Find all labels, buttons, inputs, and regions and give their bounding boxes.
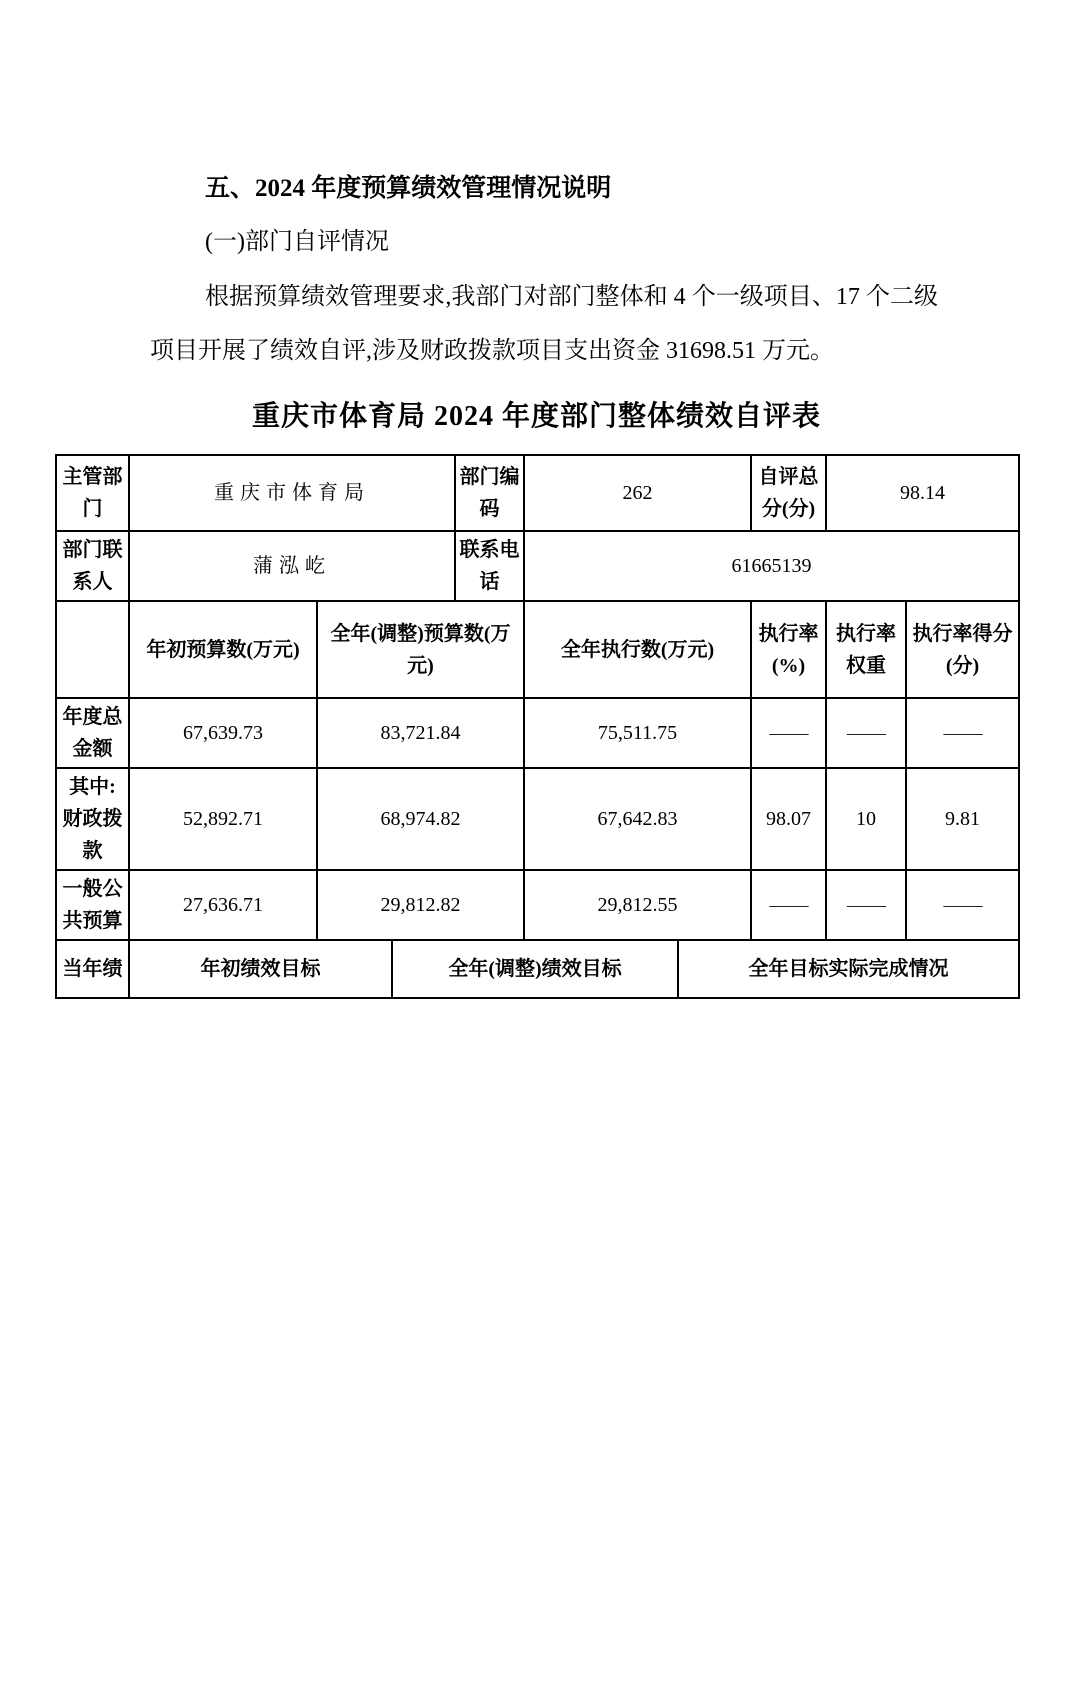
- intro-paragraph: 根据预算绩效管理要求,我部门对部门整体和 4 个一级项目、17 个二级项目开展了绩效自评,涉及财政拨款项目支出资金 31698.51 万元。: [150, 284, 938, 365]
- fiscal-executed: 67,642.83: [524, 768, 751, 870]
- goal-completion: 全年目标实际完成情况: [678, 940, 1019, 998]
- row-label-fiscal-allocation: 其中:财政拨款: [56, 768, 129, 870]
- header-initial-budget: 年初预算数(万元): [129, 601, 317, 698]
- table-row-general-public-budget: [56, 870, 1019, 940]
- general-score: ——: [906, 870, 1019, 940]
- performance-self-evaluation-table: [55, 454, 1020, 999]
- supervisor-dept-value: 重庆市体育局: [129, 455, 455, 531]
- dept-code-value: 262: [524, 455, 751, 531]
- section-heading: 五、2024 年度预算绩效管理情况说明: [205, 175, 612, 202]
- table-row: [56, 531, 1019, 601]
- header-execution-rate: 执行率(%): [751, 601, 826, 698]
- fiscal-adjusted: 68,974.82: [317, 768, 524, 870]
- annual-total-executed: 75,511.75: [524, 698, 751, 768]
- general-executed: 29,812.55: [524, 870, 751, 940]
- table-row-performance-goals: [56, 940, 1019, 998]
- annual-total-rate: ——: [751, 698, 826, 768]
- contact-person-value: 蒲泓屹: [129, 531, 455, 601]
- contact-person-label: 部门联系人: [56, 531, 129, 601]
- general-adjusted: 29,812.82: [317, 870, 524, 940]
- table-header-row: [56, 601, 1019, 698]
- row-label-annual-total: 年度总金额: [56, 698, 129, 768]
- phone-label: 联系电话: [455, 531, 524, 601]
- annual-total-weight: ——: [826, 698, 906, 768]
- sub-heading: (一)部门自评情况: [205, 228, 389, 255]
- fiscal-rate: 98.07: [751, 768, 826, 870]
- header-executed: 全年执行数(万元): [524, 601, 751, 698]
- table-row-annual-total: [56, 698, 1019, 768]
- phone-value: 61665139: [524, 531, 1019, 601]
- dept-code-label: 部门编码: [455, 455, 524, 531]
- goal-initial: 年初绩效目标: [129, 940, 392, 998]
- fiscal-initial: 52,892.71: [129, 768, 317, 870]
- self-score-value: 98.14: [826, 455, 1019, 531]
- fiscal-weight: 10: [826, 768, 906, 870]
- goal-adjusted: 全年(调整)绩效目标: [392, 940, 678, 998]
- header-rate-weight: 执行率权重: [826, 601, 906, 698]
- empty-corner-cell: [56, 601, 129, 698]
- table-row: [56, 455, 1019, 531]
- document-page: [0, 172, 1074, 1692]
- general-initial: 27,636.71: [129, 870, 317, 940]
- header-adjusted-budget: 全年(调整)预算数(万元): [317, 601, 524, 698]
- annual-total-score: ——: [906, 698, 1019, 768]
- general-rate: ——: [751, 870, 826, 940]
- general-weight: ——: [826, 870, 906, 940]
- header-rate-score: 执行率得分(分): [906, 601, 1019, 698]
- fiscal-score: 9.81: [906, 768, 1019, 870]
- table-row-fiscal-allocation: [56, 768, 1019, 870]
- annual-total-adjusted: 83,721.84: [317, 698, 524, 768]
- row-label-general-public-budget: 一般公共预算: [56, 870, 129, 940]
- table-title: 重庆市体育局 2024 年度部门整体绩效自评表: [251, 401, 821, 433]
- row-label-current-year-performance: 当年绩: [56, 940, 129, 998]
- annual-total-initial: 67,639.73: [129, 698, 317, 768]
- supervisor-dept-label: 主管部门: [56, 455, 129, 531]
- self-score-label: 自评总分(分): [751, 455, 826, 531]
